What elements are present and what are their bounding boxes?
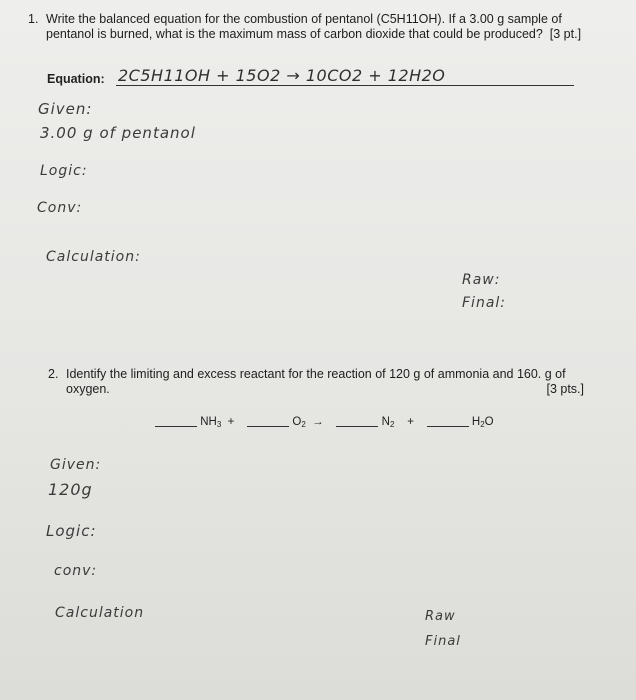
- reaction-plus-1: +: [227, 416, 235, 428]
- reaction-plus-2: +: [407, 416, 414, 428]
- blank-coefficient-o2: [247, 414, 289, 427]
- question-2-line-1: Identify the limiting and excess reactant for the reaction of 120 g of ammonia and 160. g of: [66, 367, 566, 381]
- question-1-text: [28, 12, 613, 42]
- question-2-text: [48, 367, 588, 397]
- question-2-number: 2.: [48, 367, 59, 381]
- q2-conv-label: conv:: [54, 563, 98, 579]
- blank-coefficient-h2o: [427, 414, 469, 427]
- equation-answer-line: [116, 85, 574, 86]
- q2-raw-label: Raw: [425, 609, 456, 624]
- question-1-number: 1.: [28, 12, 39, 26]
- q2-final-label: Final: [425, 634, 461, 649]
- question-1-points: [3 pt.]: [549, 27, 582, 41]
- question-1-line-2: pentanol is burned, what is the maximum mass of carbon dioxide that could be produced?: [46, 27, 543, 41]
- reaction-arrow: →: [312, 416, 324, 428]
- product-n2: $N_2$: [381, 416, 395, 429]
- product-h2o: $H_2O$: [471, 416, 494, 429]
- reaction-equation: [155, 414, 494, 429]
- q2-given-value: 120g: [48, 480, 93, 499]
- reactant-nh3: $NH_3$: [200, 416, 222, 429]
- equation-handwritten: 2C5H11OH + 15O2 → 10CO2 + 12H2O: [118, 66, 446, 85]
- question-2-line-2: oxygen.: [66, 382, 110, 396]
- q1-conv-label: Conv:: [37, 200, 83, 216]
- question-1-line-1: Write the balanced equation for the combustion of pentanol (C5H11OH). If a 3.00 g sample of: [46, 12, 562, 26]
- q1-final-label: Final:: [462, 295, 507, 311]
- blank-coefficient-n2: [336, 414, 378, 427]
- reactant-o2: $O_2$: [292, 416, 306, 429]
- q2-logic-label: Logic:: [46, 522, 97, 540]
- q1-logic-label: Logic:: [40, 163, 88, 179]
- q2-calculation-label: Calculation: [55, 605, 145, 621]
- question-2-points: [3 pts.]: [546, 382, 584, 396]
- q1-calculation-label: Calculation:: [46, 249, 141, 265]
- q1-given-label: Given:: [38, 100, 93, 118]
- q2-given-label: Given:: [50, 457, 102, 473]
- q1-raw-label: Raw:: [462, 272, 501, 288]
- blank-coefficient-nh3: [155, 414, 197, 427]
- q1-given-value: 3.00 g of pentanol: [40, 124, 196, 142]
- equation-label: Equation:: [47, 72, 105, 86]
